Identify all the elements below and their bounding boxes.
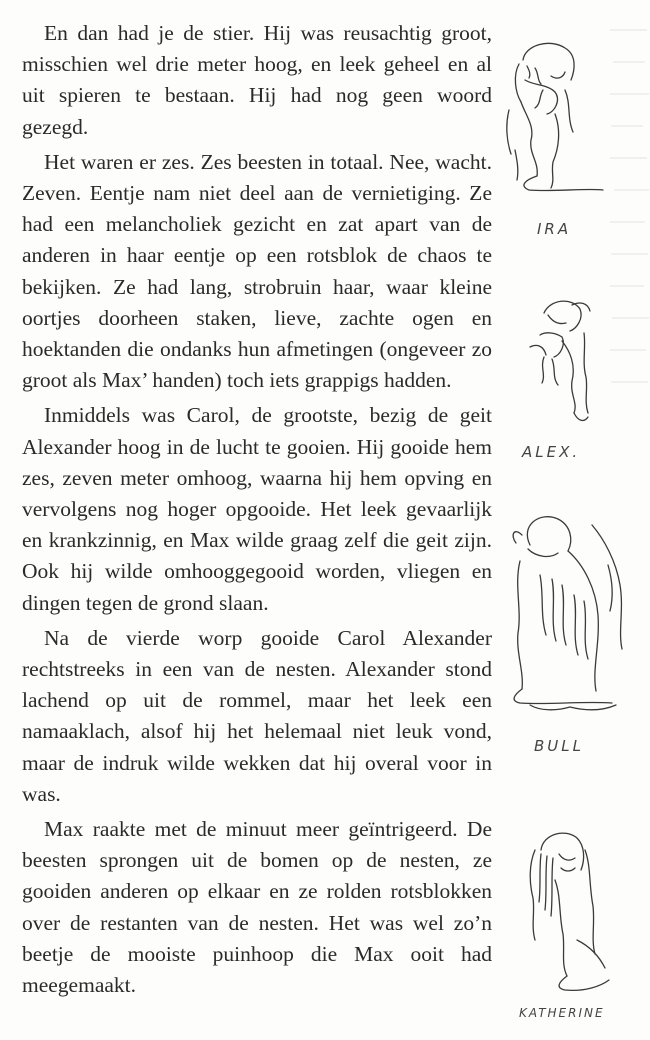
katherine-drawing	[505, 820, 625, 995]
sketch-bull	[500, 505, 645, 765]
caption-ira: IRA	[537, 220, 572, 238]
caption-bull: BULL	[534, 737, 584, 755]
sketch-ira	[495, 30, 635, 250]
paragraph-5: Max raakte met de minuut meer geïntrigeerd. De beesten sprongen uit de bomen op de nesten, ze gooiden anderen op elkaar en ze rolden rotsblokken over de restanten van de nesten. Het was wel zo’n beetje de mooiste puinhoop die Max ooit had meegemaakt.	[22, 817, 492, 998]
paragraph-1: En dan had je de stier. Hij was reusachtig groot, misschien wel drie meter hoog, en leek geheel en al uit spieren te bestaan. Hij had nog geen woord gezegd.	[22, 21, 492, 139]
paragraph-3: Inmiddels was Carol, de grootste, bezig de geit Alexander hoog in de lucht te gooien. Hij gooide hem zes, zeven meter omhoog, waarna hij hem opving en vervolgens nog hoger opgooide. Het leek gevaarlijk en krankzinnig, en Max wilde graag zelf die geit zijn. Ook hij wilde omhooggegooid worden, vliegen en dingen tegen de grond slaan.	[22, 403, 492, 615]
bull-drawing	[500, 505, 640, 730]
caption-katherine: KATHERINE	[519, 1006, 605, 1020]
sketch-alex	[500, 285, 635, 475]
sketch-katherine	[505, 820, 645, 1035]
ira-drawing	[495, 30, 615, 210]
paragraph-4: Na de vierde worp gooide Carol Alexander rechtstreeks in een van de nesten. Alexander stond lachend op uit de rommel, maar het leek een namaaklach, alsof hij het helemaal niet leuk vond, maar de indruk wilde wekken dat hij overal voor in was.	[22, 625, 492, 806]
paragraph-2: Het waren er zes. Zes beesten in totaal. Nee, wacht. Zeven. Eentje nam niet deel aan de vernietiging. Ze had een melancholiek gezicht en zat apart van de anderen in haar eentje op een rotsblok de chaos te bekijken. Ze had lang, strobruin haar, waar kleine oortjes doorheen staken, lieve, zachte ogen en hoektanden die ondanks hun afmetingen (ongeveer zo groot als Max’ handen) toch iets grappigs hadden.	[22, 149, 492, 393]
caption-alex: ALEX.	[522, 443, 581, 461]
alex-drawing	[500, 285, 615, 435]
body-text	[22, 18, 492, 1005]
